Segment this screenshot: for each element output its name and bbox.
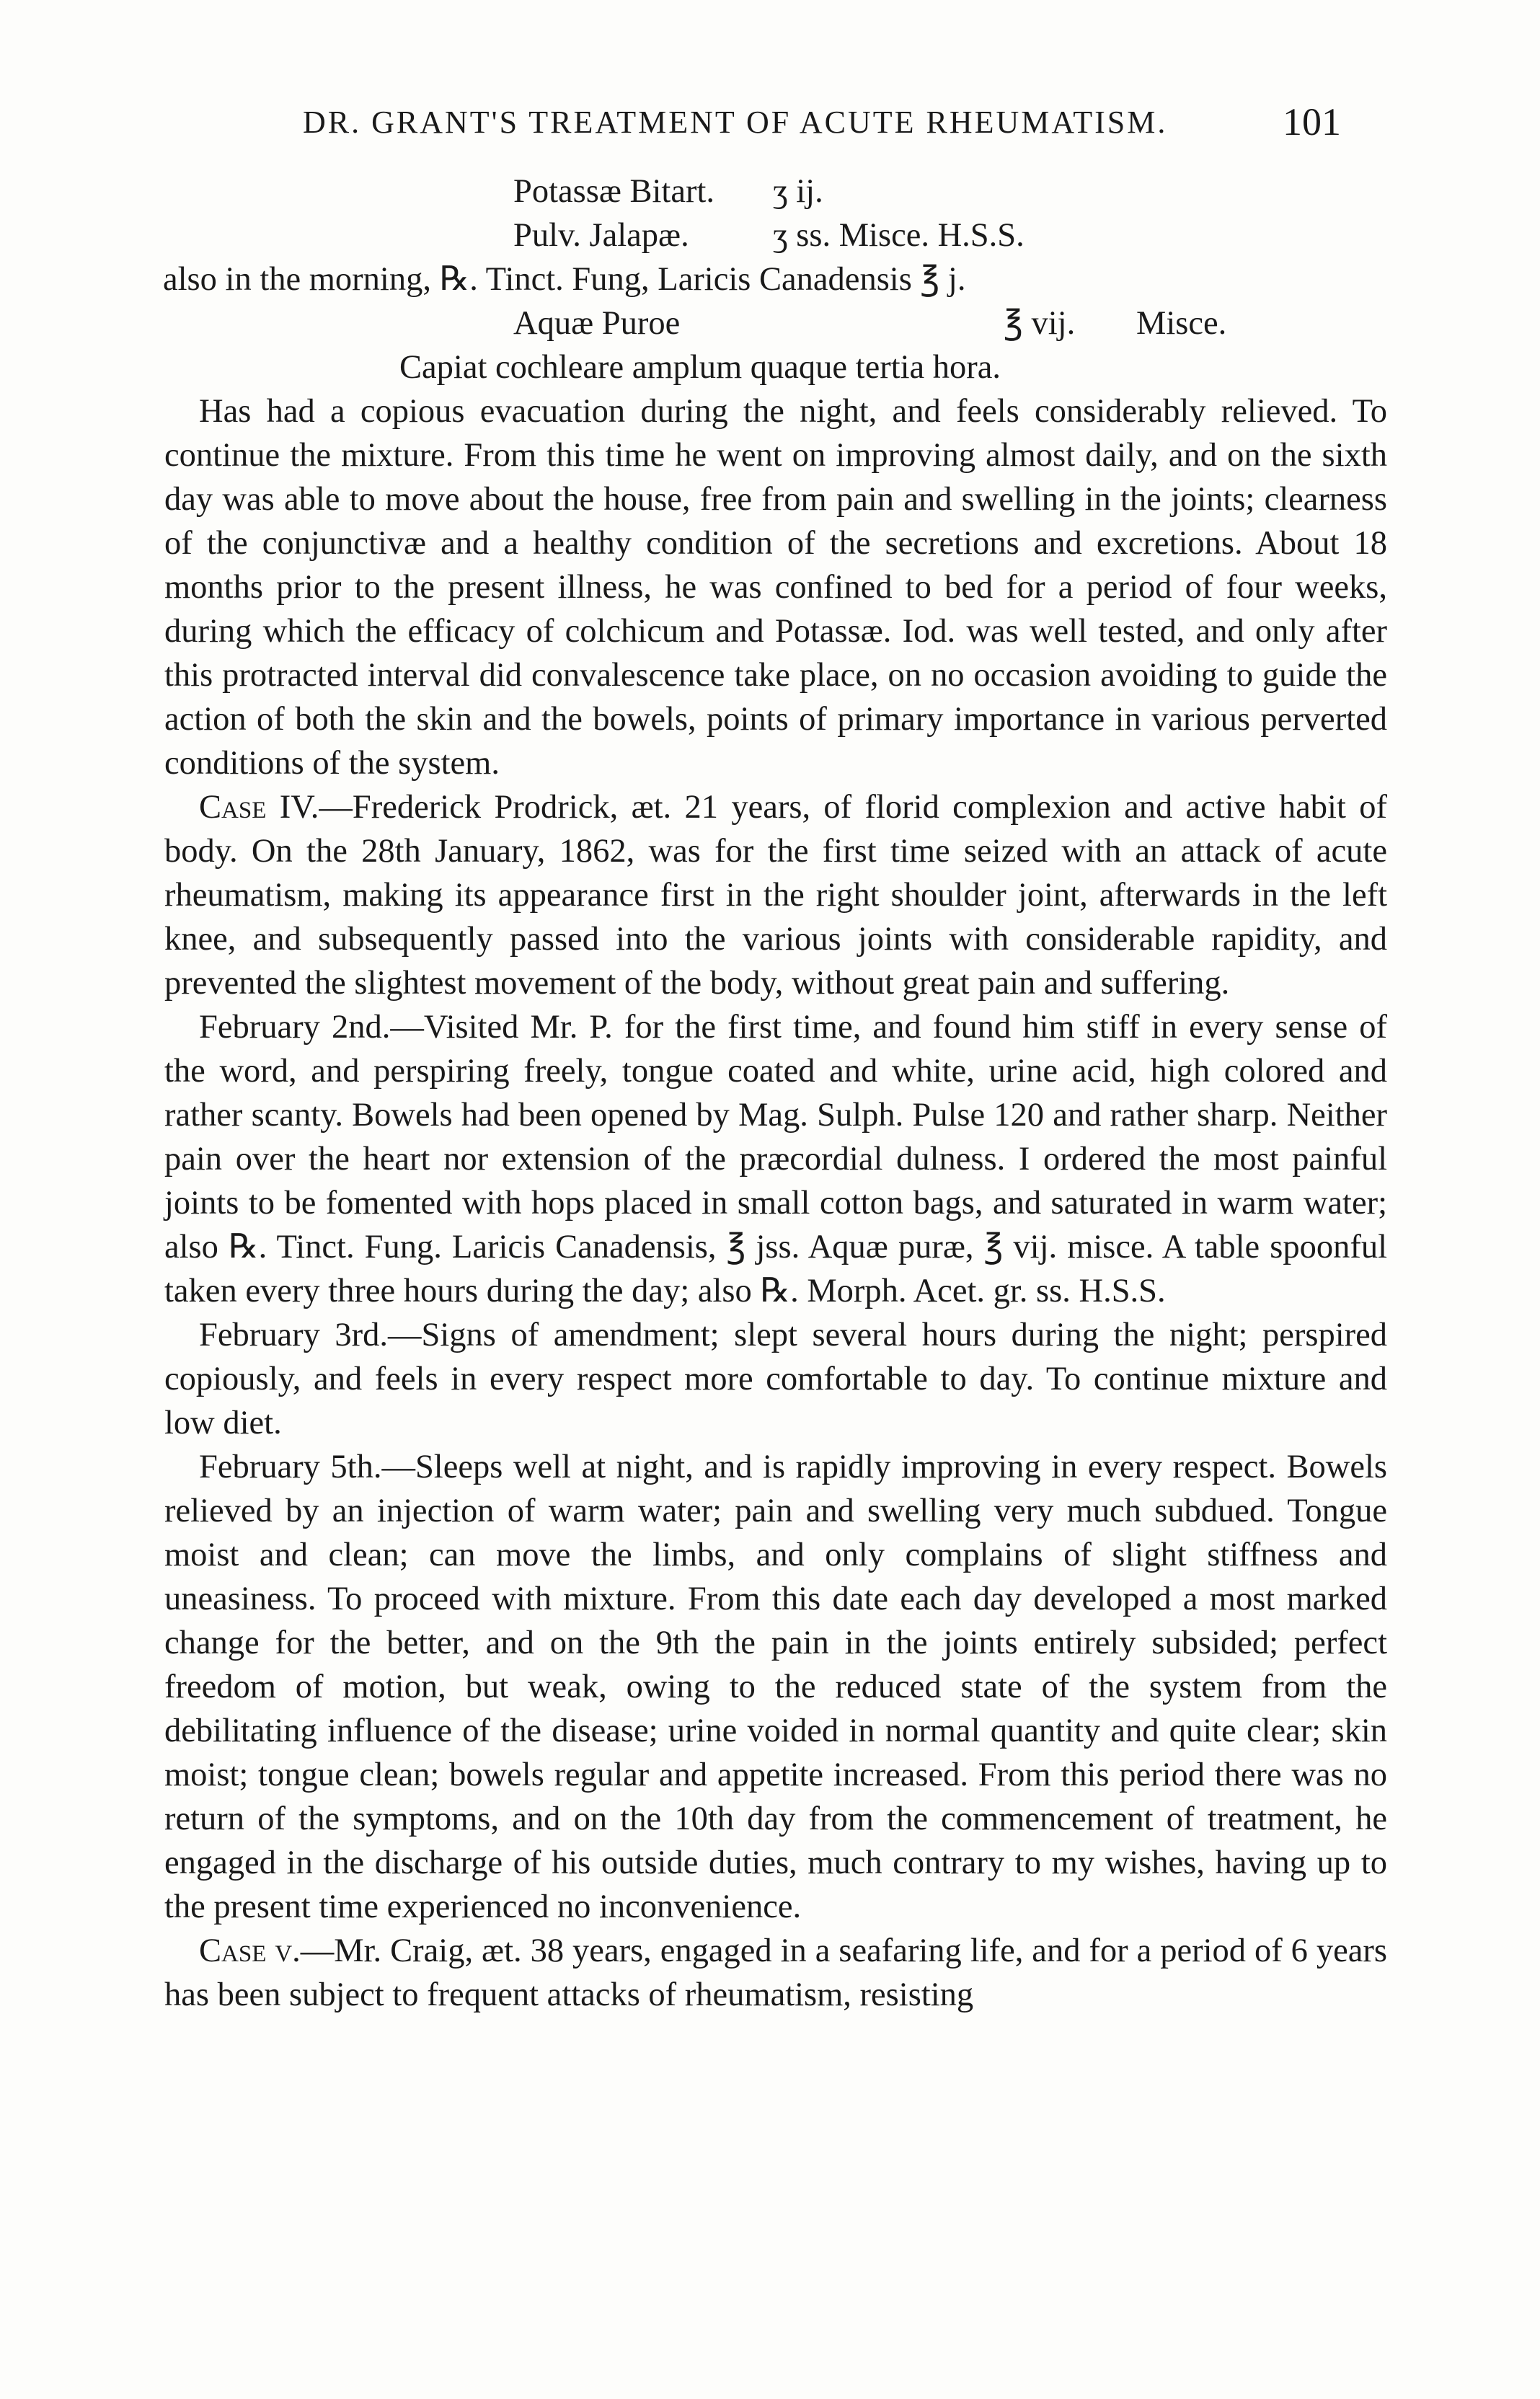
- prescription-line-5: [164, 345, 1387, 389]
- prescription-drug: Potassæ Bitart.: [513, 173, 715, 210]
- running-title: DR. GRANT'S TREATMENT OF ACUTE RHEUMATISM.: [303, 105, 1168, 140]
- prescription-drug: Pulv. Jalapæ.: [513, 217, 689, 254]
- case-label: Case IV.: [199, 789, 319, 826]
- prescription-drug: Aquæ Puroe: [513, 305, 681, 342]
- prescription-line-1: [164, 169, 1387, 213]
- paragraph-case-4: [164, 785, 1387, 1005]
- paragraph-feb-5: February 5th.—Sleeps well at night, and is rapidly improving in every respect. Bowels relieved by an injection of warm water; pain and swelling very much subdued. Tongue moist and clean; can move the limbs, and only complains of slight stiffness and uneasiness. To proceed with mixture. From this date each day developed a most marked change for the better, and on the 9th the pain in the joints entirely subsided; perfect freedom of motion, but weak, owing to the reduced state of the system from the debilitating influence of the disease; urine voided in normal quantity and quite clear; skin moist; tongue clean; bowels regular and appetite increased. From this period there was no return of the symptoms, and on the 10th day from the commencement of treatment, he engaged in the discharge of his outside duties, much contrary to my wishes, having up to the present time experienced no inconvenience.: [164, 1449, 1387, 1925]
- prescription-line-3: [164, 257, 1387, 301]
- paragraph-case-5: [164, 1929, 1387, 2017]
- case-label: Case v.: [199, 1932, 301, 1969]
- prescription-text: also in the morning, ℞. Tinct. Fung, Laricis Canadensis ℥ j.: [163, 261, 966, 298]
- paragraph-1: Has had a copious evacuation during the night, and feels considerably relieved. To continue the mixture. From this time he went on improving almost daily, and on the sixth day was able to move about the house, free from pain and swelling in the joints; clearness of the conjunctivæ and a healthy condition of the secretions and excretions. About 18 months prior to the present illness, he was confined to bed for a period of four weeks, during which the efficacy of colchicum and Potassæ. Iod. was well tested, and only after this protracted interval did convalescence take place, on no occasion avoiding to guide the action of both the skin and the bowels, points of primary importance in various perverted conditions of the system.: [164, 393, 1387, 782]
- paragraph-feb-3: February 3rd.—Signs of amendment; slept several hours during the night; perspired copiously, and feels in every respect more comfortable to day. To continue mixture and low diet.: [164, 1317, 1387, 1441]
- prescription-line-2: [164, 213, 1387, 257]
- page-header: [303, 100, 1341, 157]
- prescription-dose: ʒ ss. Misce. H.S.S.: [773, 217, 1025, 254]
- body-text: [164, 169, 1387, 2017]
- prescription-dose: ℥ vij.: [1004, 305, 1076, 342]
- prescription-dose: ʒ ij.: [773, 173, 823, 210]
- case-text: —Frederick Prodrick, æt. 21 years, of florid complexion and active habit of body. On the 28th January, 1862, was for the first time seized with an attack of acute rheumatism, making its appearance first in the right shoulder joint, afterwards in the left knee, and subsequently passed into the various joints with considerable rapidity, and prevented the slightest movement of the body, without great pain and suffering.: [164, 789, 1387, 1002]
- case-text: —Mr. Craig, æt. 38 years, engaged in a seafaring life, and for a period of 6 years has been subject to frequent attacks of rheumatism, resisting: [164, 1932, 1387, 2013]
- page-number: 101: [1283, 100, 1341, 143]
- prescription-misce: Misce.: [1136, 305, 1227, 342]
- paragraph-feb-2: February 2nd.—Visited Mr. P. for the first time, and found him stiff in every sense of the word, and perspiring freely, tongue coated and white, urine acid, high colored and rather scanty. Bowels had been opened by Mag. Sulph. Pulse 120 and rather sharp. Neither pain over the heart nor extension of the præcordial dulness. I ordered the most painful joints to be fomented with hops placed in small cotton bags, and saturated in warm water; also ℞. Tinct. Fung. Laricis Canadensis, ℥ jss. Aquæ puræ, ℥ vij. misce. A table spoonful taken every three hours during the day; also ℞. Morph. Acet. gr. ss. H.S.S.: [164, 1009, 1387, 1309]
- prescription-text: Capiat cochleare amplum quaque tertia hora.: [399, 349, 1001, 386]
- prescription-line-4: [164, 301, 1387, 345]
